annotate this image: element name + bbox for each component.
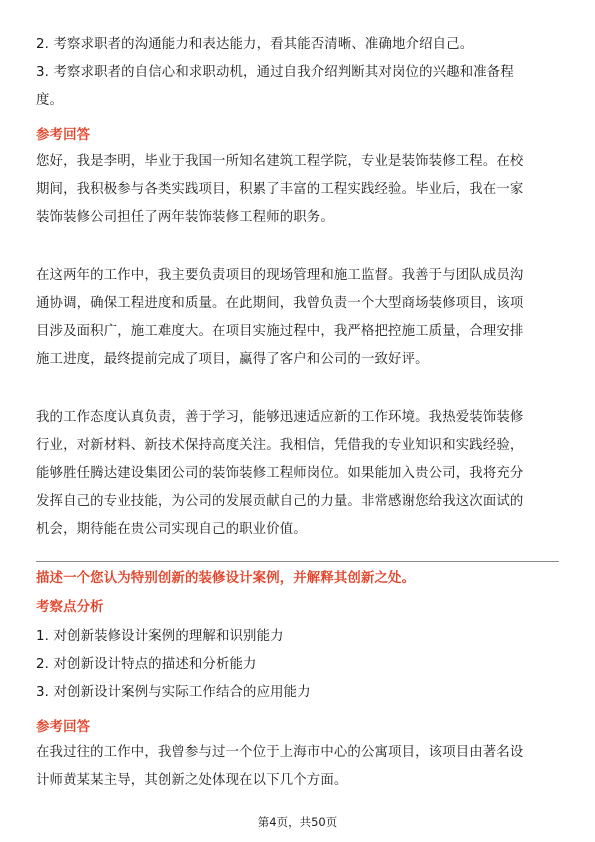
answer-paragraph-line: 能够胜任腾达建设集团公司的装饰装修工程师岗位。如果能加入贵公司，我将充分 (36, 466, 524, 481)
answer-paragraph-line: 通协调，确保工程进度和质量。在此期间，我曾负责一个大型商场装修项目，该项 (36, 296, 524, 311)
section-divider (36, 561, 559, 562)
question-heading: 描述一个您认为特别创新的装修设计案例，并解释其创新之处。 (36, 571, 416, 586)
answer-paragraph-line: 计师黄某某主导，其创新之处体现在以下几个方面。 (36, 773, 348, 788)
answer-paragraph-line: 在这两年的工作中，我主要负责项目的现场管理和施工监督。我善于与团队成员沟 (36, 268, 524, 283)
answer-paragraph-line: 期间，我积极参与各类实践项目，积累了丰富的工程实践经验。毕业后，我在一家 (36, 182, 524, 197)
criteria-item-2: 2. 考察求职者的沟通能力和表达能力，看其能否清晰、准确地介绍自己。 (36, 37, 474, 52)
analysis-item-1: 1. 对创新装修设计案例的理解和识别能力 (36, 629, 284, 644)
answer-paragraph-line: 您好，我是李明，毕业于我国一所知名建筑工程学院，专业是装饰装修工程。在校 (36, 154, 524, 169)
answer-paragraph-line: 装饰装修公司担任了两年装饰装修工程师的职务。 (36, 210, 334, 225)
page-number: 第4页，共50页 (257, 815, 338, 829)
reference-answer-heading: 参考回答 (36, 128, 91, 143)
answer-paragraph-line: 发挥自己的专业技能，为公司的发展贡献自己的力量。非常感谢您给我这次面试的 (36, 494, 524, 509)
answer-paragraph-line: 目涉及面积广，施工难度大。在项目实施过程中，我严格把控施工质量，合理安排 (36, 324, 524, 339)
criteria-item-3: 3. 考察求职者的自信心和求职动机，通过自我介绍判断其对岗位的兴趣和准备程 (36, 65, 514, 80)
criteria-item-3-cont: 度。 (36, 93, 64, 108)
answer-paragraph-line: 行业，对新材料、新技术保持高度关注。我相信，凭借我的专业知识和实践经验， (36, 438, 524, 453)
analysis-heading: 考察点分析 (36, 600, 104, 615)
answer-paragraph-line: 在我过往的工作中，我曾参与过一个位于上海市中心的公寓项目，该项目由著名设 (36, 745, 524, 760)
analysis-item-3: 3. 对创新设计案例与实际工作结合的应用能力 (36, 685, 311, 700)
answer-paragraph-line: 我的工作态度认真负责，善于学习，能够迅速适应新的工作环境。我热爱装饰装修 (36, 410, 524, 425)
reference-answer-heading-2: 参考回答 (36, 720, 91, 735)
answer-paragraph-line: 施工进度，最终提前完成了项目，赢得了客户和公司的一致好评。 (36, 352, 429, 367)
answer-paragraph-line: 机会，期待能在贵公司实现自己的职业价值。 (36, 522, 307, 537)
analysis-item-2: 2. 对创新设计特点的描述和分析能力 (36, 657, 257, 672)
